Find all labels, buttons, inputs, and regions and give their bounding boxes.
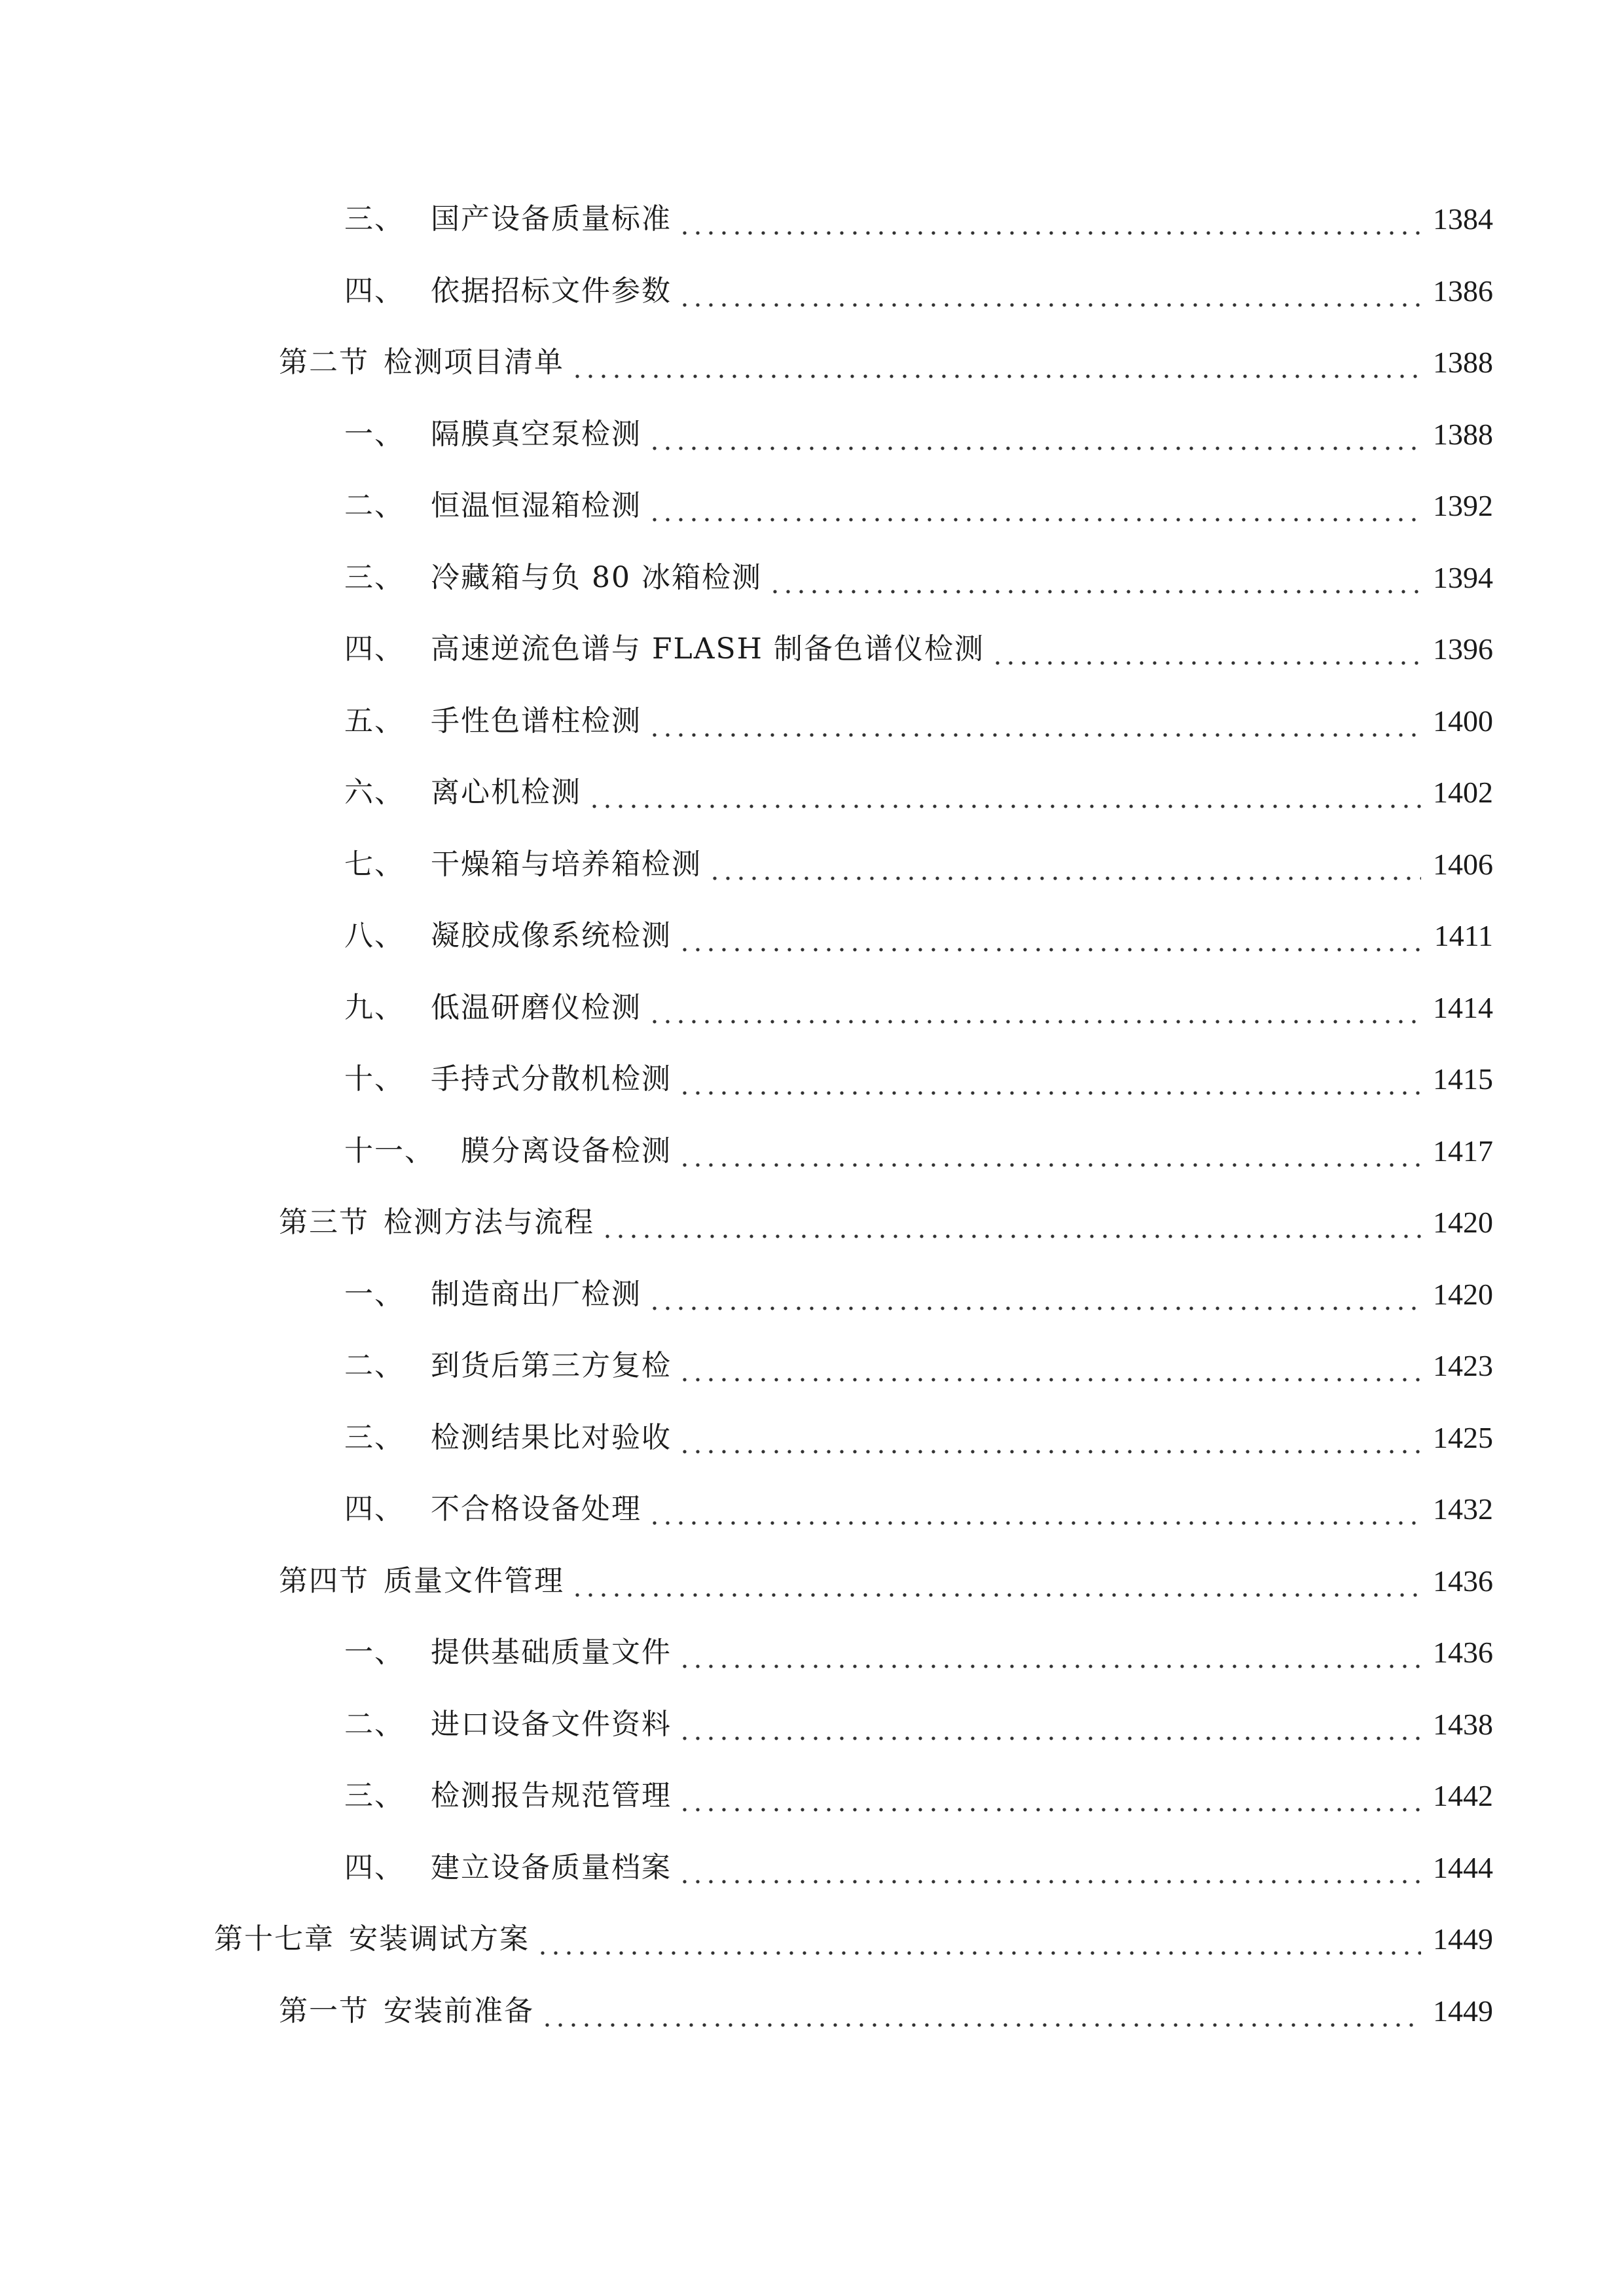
toc-entry-number: 四、 xyxy=(344,632,405,666)
toc-page-number: 1392 xyxy=(1433,489,1493,522)
toc-entry[interactable] xyxy=(344,268,1493,314)
toc-entry-number: 第二节 xyxy=(279,346,369,379)
toc-page-number: 1400 xyxy=(1433,704,1493,738)
toc-entry-title xyxy=(344,1415,678,1461)
toc-leader-dots xyxy=(536,1916,1421,1962)
toc-entry-title xyxy=(344,1630,678,1676)
toc-entry[interactable] xyxy=(279,340,1493,386)
toc-entry-title xyxy=(344,1343,678,1389)
toc-leader-dots xyxy=(571,340,1421,386)
toc-entry[interactable] xyxy=(344,770,1493,816)
toc-entry-title xyxy=(344,1702,678,1748)
toc-entry-text: 手性色谱柱检测 xyxy=(431,704,641,738)
toc-entry-text: 恒温恒湿箱检测 xyxy=(431,489,641,522)
toc-entry-number: 十一、 xyxy=(344,1134,435,1168)
toc-entry-number: 九、 xyxy=(344,991,405,1024)
toc-leader-dots xyxy=(678,1056,1421,1102)
toc-entry-title xyxy=(344,555,768,601)
toc-leader-dots xyxy=(678,913,1422,959)
toc-entry-text: 检测项目清单 xyxy=(384,346,564,379)
toc-leader-dots xyxy=(708,842,1421,888)
toc-entry-text: 不合格设备处理 xyxy=(431,1492,641,1526)
toc-leader-dots xyxy=(678,1128,1421,1174)
toc-leader-dots xyxy=(648,412,1421,457)
toc-leader-dots xyxy=(648,1272,1421,1318)
toc-entry-title xyxy=(214,1916,536,1962)
toc-page-number: 1384 xyxy=(1433,202,1493,236)
toc-page-number: 1388 xyxy=(1433,418,1493,451)
toc-entry[interactable] xyxy=(344,626,1493,672)
toc-leader-dots xyxy=(541,1988,1421,2034)
toc-entry-text: 手持式分散机检测 xyxy=(431,1062,672,1096)
toc-entry[interactable] xyxy=(279,1558,1493,1604)
toc-entry[interactable] xyxy=(344,842,1493,888)
toc-leader-dots xyxy=(678,1630,1421,1676)
toc-entry-text: 依据招标文件参数 xyxy=(431,274,672,308)
toc-entry-text: 检测结果比对验收 xyxy=(431,1421,672,1454)
toc-leader-dots xyxy=(588,770,1421,816)
toc-entry[interactable] xyxy=(344,555,1493,601)
toc-entry-text: 高速逆流色谱与 FLASH 制备色谱仪检测 xyxy=(431,632,985,666)
toc-entry[interactable] xyxy=(214,1916,1493,1962)
toc-entry-text: 凝胶成像系统检测 xyxy=(431,919,672,952)
toc-entry-text: 离心机检测 xyxy=(431,776,581,809)
toc-entry-title xyxy=(344,196,678,242)
toc-entry-number: 六、 xyxy=(344,776,405,809)
toc-page-number: 1388 xyxy=(1433,346,1493,379)
toc-leader-dots xyxy=(678,1845,1421,1891)
toc-entry-title xyxy=(344,698,648,744)
toc-page-number: 1438 xyxy=(1433,1708,1493,1741)
toc-entry-number: 三、 xyxy=(344,202,405,236)
toc-entry-number: 三、 xyxy=(344,1421,405,1454)
toc-entry-title xyxy=(344,1128,678,1174)
toc-page-number: 1411 xyxy=(1434,919,1493,952)
toc-leader-dots xyxy=(678,196,1421,242)
toc-entry-number: 三、 xyxy=(344,561,405,594)
toc-page-number: 1436 xyxy=(1433,1636,1493,1669)
toc-leader-dots xyxy=(678,1702,1421,1748)
toc-entry-title xyxy=(344,1056,678,1102)
toc-entry[interactable] xyxy=(279,1988,1493,2034)
toc-page-number: 1396 xyxy=(1433,632,1493,666)
toc-entry-text: 质量文件管理 xyxy=(384,1564,564,1598)
toc-page-number: 1420 xyxy=(1433,1206,1493,1239)
toc-entry-title xyxy=(344,1272,648,1318)
toc-entry-number: 第三节 xyxy=(279,1206,369,1239)
toc-entry-number: 第一节 xyxy=(279,1994,369,2028)
toc-entry-text: 建立设备质量档案 xyxy=(431,1851,672,1884)
toc-entry-number: 一、 xyxy=(344,1278,405,1311)
toc-entry-text: 低温研磨仪检测 xyxy=(431,991,641,1024)
toc-entry-text: 安装前准备 xyxy=(384,1994,534,2028)
toc-leader-dots xyxy=(648,985,1421,1031)
toc-entry-number: 二、 xyxy=(344,1708,405,1741)
toc-entry-text: 国产设备质量标准 xyxy=(431,202,672,236)
toc-page-number: 1436 xyxy=(1433,1564,1493,1598)
toc-entry[interactable] xyxy=(344,1056,1493,1102)
toc-leader-dots xyxy=(678,1415,1421,1461)
toc-entry-number: 第四节 xyxy=(279,1564,369,1598)
toc-page-number: 1449 xyxy=(1433,1922,1493,1956)
toc-leader-dots xyxy=(648,483,1421,529)
toc-entry-number: 五、 xyxy=(344,704,405,738)
toc-entry-title xyxy=(344,913,678,959)
toc-page-number: 1420 xyxy=(1433,1278,1493,1311)
toc-entry-number: 四、 xyxy=(344,1851,405,1884)
toc-entry-number: 第十七章 xyxy=(214,1922,334,1956)
toc-entry[interactable] xyxy=(344,1343,1493,1389)
toc-entry-number: 十、 xyxy=(344,1062,405,1096)
toc-page-number: 1425 xyxy=(1433,1421,1493,1454)
toc-entry-title xyxy=(344,626,991,672)
toc-entry-text: 到货后第三方复检 xyxy=(431,1349,672,1382)
toc-page-number: 1414 xyxy=(1433,991,1493,1024)
toc-leader-dots xyxy=(571,1558,1421,1604)
toc-entry-text: 隔膜真空泵检测 xyxy=(431,418,641,451)
toc-entry-title xyxy=(344,1486,648,1532)
toc-leader-dots xyxy=(678,1343,1421,1389)
toc-entry[interactable] xyxy=(344,1702,1493,1748)
toc-entry-title xyxy=(279,1558,571,1604)
toc-entry-title xyxy=(344,770,588,816)
toc-page-number: 1402 xyxy=(1433,776,1493,809)
toc-entry-text: 检测报告规范管理 xyxy=(431,1779,672,1812)
toc-entry-number: 八、 xyxy=(344,919,405,952)
toc-leader-dots xyxy=(678,1773,1421,1819)
toc-leader-dots xyxy=(648,698,1421,744)
toc-entry-text: 进口设备文件资料 xyxy=(431,1708,672,1741)
toc-entry[interactable] xyxy=(344,985,1493,1031)
toc-entry-title xyxy=(344,268,678,314)
toc-entry-title xyxy=(279,340,571,386)
toc-entry-number: 一、 xyxy=(344,1636,405,1669)
toc-entry[interactable] xyxy=(344,412,1493,457)
toc-entry[interactable] xyxy=(344,1415,1493,1461)
toc-entry-number: 一、 xyxy=(344,418,405,451)
toc-leader-dots xyxy=(648,1486,1421,1532)
toc-page-number: 1423 xyxy=(1433,1349,1493,1382)
toc-page-number: 1415 xyxy=(1433,1062,1493,1096)
toc-entry-number: 二、 xyxy=(344,1349,405,1382)
toc-entry-text: 提供基础质量文件 xyxy=(431,1636,672,1669)
toc-leader-dots xyxy=(601,1200,1421,1246)
toc-entry-text: 检测方法与流程 xyxy=(384,1206,594,1239)
toc-page-number: 1432 xyxy=(1433,1492,1493,1526)
toc-entry[interactable] xyxy=(344,483,1493,529)
toc-entry-title xyxy=(279,1200,601,1246)
toc-leader-dots xyxy=(768,555,1421,601)
toc-entry[interactable] xyxy=(344,1486,1493,1532)
toc-entry[interactable] xyxy=(344,196,1493,242)
toc-page-number: 1417 xyxy=(1433,1134,1493,1168)
toc-entry[interactable] xyxy=(344,913,1493,959)
toc-leader-dots xyxy=(678,268,1421,314)
toc-entry-title xyxy=(344,483,648,529)
toc-page-number: 1444 xyxy=(1433,1851,1493,1884)
toc-page-number: 1449 xyxy=(1433,1994,1493,2028)
toc-entry-title xyxy=(344,842,708,888)
toc-page-number: 1406 xyxy=(1433,848,1493,881)
toc-page-number: 1386 xyxy=(1433,274,1493,308)
toc-page-number: 1394 xyxy=(1433,561,1493,594)
toc-entry-text: 冷藏箱与负 80 冰箱检测 xyxy=(431,561,762,594)
toc-entry[interactable] xyxy=(344,1128,1493,1174)
toc-entry-title xyxy=(279,1988,541,2034)
toc-entry[interactable] xyxy=(344,1773,1493,1819)
toc-entry-number: 二、 xyxy=(344,489,405,522)
toc-entry-number: 四、 xyxy=(344,274,405,308)
toc-entry-text: 干燥箱与培养箱检测 xyxy=(431,848,702,881)
toc-entry-text: 制造商出厂检测 xyxy=(431,1278,641,1311)
toc-entry-title xyxy=(344,985,648,1031)
toc-entry[interactable] xyxy=(344,698,1493,744)
toc-leader-dots xyxy=(991,626,1421,672)
toc-entry[interactable] xyxy=(344,1630,1493,1676)
toc-entry-text: 膜分离设备检测 xyxy=(461,1134,672,1168)
toc-entry-title xyxy=(344,1845,678,1891)
toc-entry[interactable] xyxy=(344,1272,1493,1318)
toc-entry-number: 三、 xyxy=(344,1779,405,1812)
toc-entry-text: 安装调试方案 xyxy=(349,1922,530,1956)
toc-entry-title xyxy=(344,412,648,457)
toc-entry-number: 七、 xyxy=(344,848,405,881)
toc-entry[interactable] xyxy=(344,1845,1493,1891)
toc-entry-title xyxy=(344,1773,678,1819)
toc-entry[interactable] xyxy=(279,1200,1493,1246)
toc-entry-number: 四、 xyxy=(344,1492,405,1526)
toc-page-number: 1442 xyxy=(1433,1779,1493,1812)
